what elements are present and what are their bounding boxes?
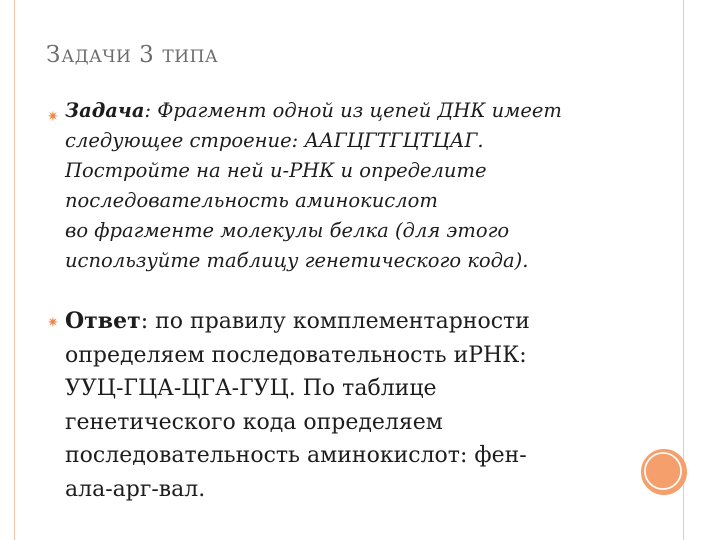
answer-line-6: ала-арг-вал. — [65, 476, 206, 502]
task-label: Задача — [65, 99, 145, 122]
title-word-1: АДАЧИ — [61, 47, 132, 67]
circle-ring-decoration — [644, 452, 682, 490]
answer-paragraph — [65, 305, 665, 506]
slide-title — [46, 42, 218, 68]
answer-line-1-text: : по правилу комплементарности — [140, 309, 530, 334]
task-line-3: Постройте на ней и-РНК и определите — [65, 159, 487, 182]
title-initial: З — [46, 42, 62, 68]
answer-label: Ответ — [65, 308, 141, 334]
answer-line-3: УУЦ-ГЦА-ЦГА-ГУЦ. По таблице — [65, 376, 437, 401]
sun-bullet-icon: ✷ — [47, 315, 59, 331]
task-paragraph — [65, 96, 665, 276]
task-line-6: используйте таблицу генетического кода). — [65, 249, 529, 272]
title-word-2: ТИПА — [162, 47, 219, 67]
answer-line-4: генетического кода определяем — [65, 409, 443, 435]
sun-bullet-icon: ✷ — [47, 109, 59, 125]
task-line-1-text: Фрагмент одной из цепей ДНК имеет — [151, 99, 562, 122]
task-label-separator: : — [144, 99, 152, 122]
left-frame-line — [14, 0, 15, 540]
task-line-4: последовательность аминокислот — [65, 189, 438, 212]
answer-line-5: последовательность аминокислот: фен- — [65, 443, 527, 468]
title-number: 3 — [139, 42, 155, 68]
answer-line-1 — [65, 305, 665, 339]
task-line-1 — [65, 96, 665, 126]
answer-line-2: определяем последовательность иРНК: — [65, 342, 527, 368]
task-line-5: во фрагменте молекулы белка (для этого — [65, 219, 510, 242]
task-line-2: следующее строение: ААГЦГТГЦТЦАГ. — [65, 129, 484, 152]
